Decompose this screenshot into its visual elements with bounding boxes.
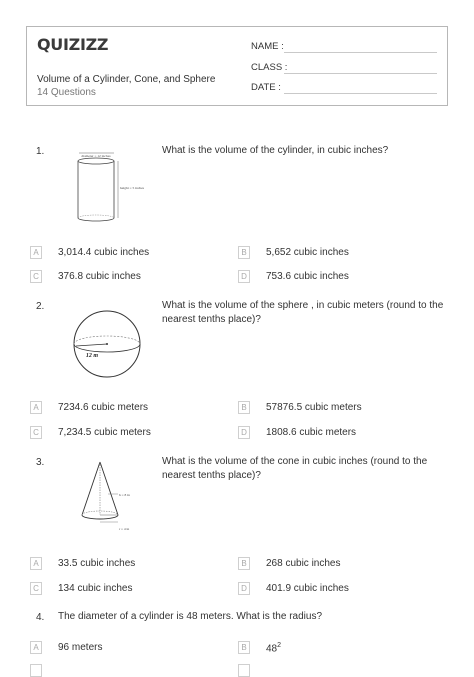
worksheet-title: Volume of a Cylinder, Cone, and Sphere <box>37 74 216 85</box>
cone-radius-label: r = 4 in <box>119 527 130 531</box>
option-d-text[interactable]: 753.6 cubic inches <box>266 271 349 282</box>
question-number: 1. <box>36 146 45 157</box>
name-label: NAME : <box>251 41 284 52</box>
cone-height-label: h = 8 in <box>119 493 130 497</box>
class-label: CLASS : <box>251 62 288 73</box>
option-d-letter[interactable]: D <box>238 426 250 439</box>
option-a-text[interactable]: 7234.6 cubic meters <box>58 402 149 413</box>
option-b-text[interactable]: 57876.5 cubic meters <box>266 402 362 413</box>
option-b-text[interactable]: 5,652 cubic inches <box>266 247 349 258</box>
question-text-line: What is the volume of the sphere , in cubic meters (round to the <box>162 300 444 311</box>
option-b-letter[interactable]: B <box>238 641 250 654</box>
name-field[interactable] <box>284 52 437 53</box>
option-d-text[interactable]: 1808.6 cubic meters <box>266 427 357 438</box>
question-count: 14 Questions <box>37 87 96 98</box>
option-a-text[interactable]: 33.5 cubic inches <box>58 558 136 569</box>
option-d-letter[interactable]: D <box>238 582 250 595</box>
cylinder-figure <box>66 148 152 226</box>
option-a-letter[interactable]: A <box>30 246 42 259</box>
option-c-text[interactable]: 376.8 cubic inches <box>58 271 141 282</box>
question-number: 3. <box>36 457 45 468</box>
option-a-text[interactable]: 96 meters <box>58 642 103 653</box>
option-b-exponent: 2 <box>277 642 282 649</box>
option-b-letter[interactable]: B <box>238 401 250 414</box>
option-a-letter[interactable]: A <box>30 641 42 654</box>
date-field[interactable] <box>284 93 437 94</box>
option-a-letter[interactable]: A <box>30 557 42 570</box>
sphere-radius-label: 12 m <box>85 353 99 359</box>
sphere-figure <box>70 307 144 381</box>
option-c-letter[interactable]: C <box>30 270 42 283</box>
quizizz-logo: QUIZIZZ <box>37 35 109 54</box>
question-text-line: nearest tenths place)? <box>162 470 261 481</box>
option-d-letter[interactable]: D <box>238 270 250 283</box>
cylinder-diameter-label: diameter = 12 inches <box>81 154 111 158</box>
option-b-base: 48 <box>266 643 278 655</box>
option-b-text[interactable]: 268 cubic inches <box>266 558 341 569</box>
option-a-letter[interactable]: A <box>30 401 42 414</box>
cone-figure <box>74 458 154 534</box>
question-text-line: What is the volume of the cone in cubic inches (round to the <box>162 456 428 467</box>
option-c-letter[interactable]: C <box>30 426 42 439</box>
option-b-text[interactable] <box>266 642 281 654</box>
option-c-letter-partial[interactable] <box>30 664 42 677</box>
option-c-text[interactable]: 134 cubic inches <box>58 583 133 594</box>
question-text-line: nearest tenths place)? <box>162 314 261 325</box>
question-text: What is the volume of the cylinder, in cubic inches? <box>162 145 389 156</box>
option-b-letter[interactable]: B <box>238 557 250 570</box>
option-a-text[interactable]: 3,014.4 cubic inches <box>58 247 150 258</box>
option-b-letter[interactable]: B <box>238 246 250 259</box>
option-c-text[interactable]: 7,234.5 cubic meters <box>58 427 151 438</box>
date-label: DATE : <box>251 82 281 93</box>
question-number: 2. <box>36 301 45 312</box>
question-text: The diameter of a cylinder is 48 meters. What is the radius? <box>58 611 323 622</box>
option-d-letter-partial[interactable] <box>238 664 250 677</box>
cylinder-height-label: height = 5 inches <box>120 186 145 190</box>
class-field[interactable] <box>284 73 437 74</box>
option-c-letter[interactable]: C <box>30 582 42 595</box>
option-d-text[interactable]: 401.9 cubic inches <box>266 583 349 594</box>
question-number: 4. <box>36 612 45 623</box>
